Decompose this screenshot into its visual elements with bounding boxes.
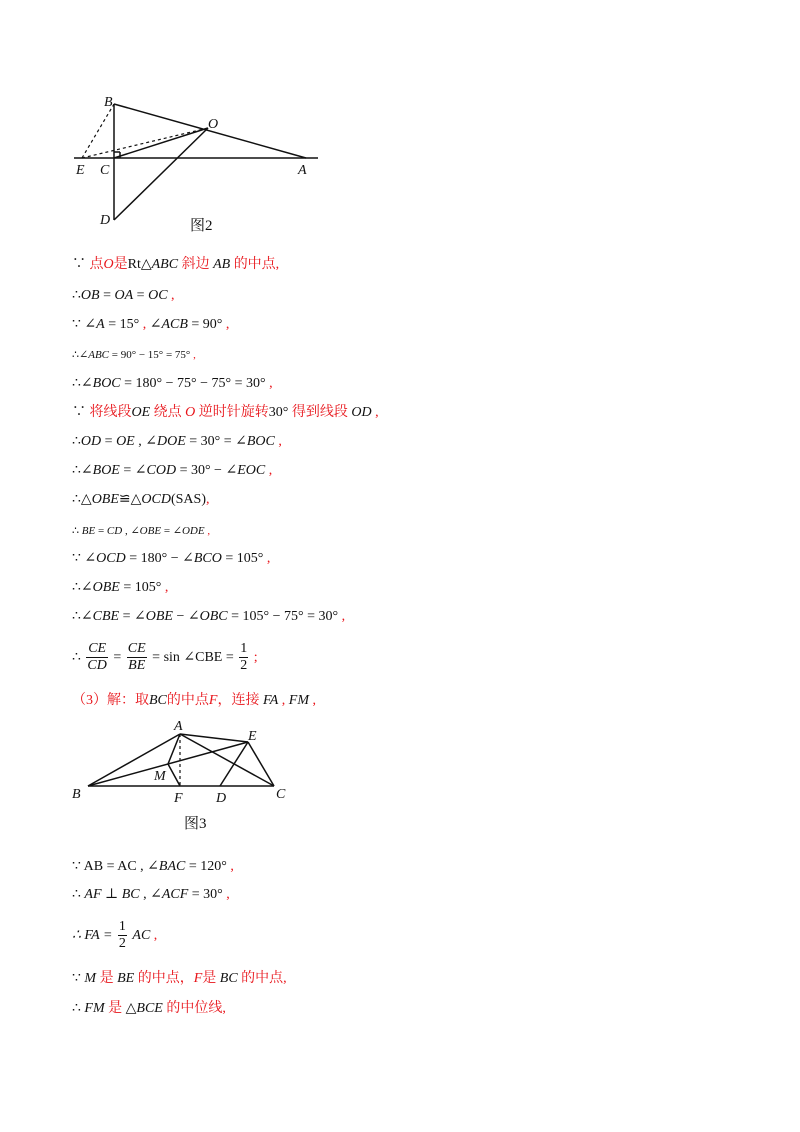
text-run: ∵ <box>72 257 90 272</box>
text-run: = 120° <box>185 859 231 874</box>
text-run: FA <box>262 693 279 708</box>
text-run: CD <box>106 525 123 537</box>
text-run: OA <box>114 288 134 303</box>
fraction-ce-be <box>127 641 147 674</box>
text-run: ODE <box>181 525 205 537</box>
text-run: , <box>205 492 210 507</box>
text-run: OB <box>80 288 100 303</box>
text-run: ∴ <box>72 434 81 449</box>
proof-line-10 <box>72 522 210 540</box>
proof-line-6 <box>72 404 379 422</box>
proof-line-5 <box>72 375 273 393</box>
text-run: , ∠ <box>122 525 140 537</box>
fraction-eq: = <box>113 650 122 665</box>
text-run: OE <box>131 405 151 420</box>
fa-fraction-num: 1 <box>118 919 126 935</box>
text-run: OCD <box>141 492 171 507</box>
text-run: ∵ ∠ <box>72 551 97 566</box>
text-run: BOC <box>246 434 275 449</box>
text-run: (SAS) <box>170 492 206 507</box>
figure-3-caption: 图3 <box>184 816 207 832</box>
label-B: B <box>104 95 113 110</box>
label-O: O <box>208 117 219 132</box>
text-run: BCO <box>193 551 222 566</box>
proof-line-fraction <box>72 638 258 678</box>
text-run: ∵ <box>72 405 90 420</box>
label-E: E <box>248 729 257 744</box>
proof-line-12 <box>72 579 168 597</box>
text-run: BOC <box>92 376 121 391</box>
dashed-EB <box>82 104 114 158</box>
label-E: E <box>76 163 85 178</box>
text-run: , <box>193 349 196 361</box>
text-run: OBE <box>145 609 173 624</box>
label-A: A <box>174 719 183 734</box>
segment-AE <box>180 734 248 742</box>
text-run: OBE <box>139 525 162 537</box>
text-run: , <box>269 376 273 391</box>
text-run: 是 <box>202 971 220 986</box>
text-run: CBE <box>92 609 120 624</box>
proof-line-20 <box>72 1000 226 1018</box>
text-run: BOE <box>92 463 120 478</box>
text-run: ACB <box>161 317 188 332</box>
label-B: B <box>72 787 81 802</box>
text-run: = ∠ <box>119 609 146 624</box>
text-run: COD <box>146 463 177 478</box>
text-run: ，连接 <box>217 693 263 708</box>
fraction-1-den: CD <box>87 658 107 674</box>
text-run: ≌△ <box>118 492 142 507</box>
text-run: ∴∠ <box>72 609 93 624</box>
text-run: = <box>133 288 149 303</box>
text-run: DOE <box>156 434 186 449</box>
text-run: = 30° <box>188 887 227 902</box>
figure-3 <box>70 718 300 808</box>
text-run: OD <box>351 405 372 420</box>
proof-line-16 <box>72 858 234 876</box>
text-run: ∵ ∠ <box>72 317 97 332</box>
text-run: = 90° <box>187 317 226 332</box>
text-run: ∴ <box>72 288 81 303</box>
text-run: = 180° − 75° − 75° = 30° <box>120 376 270 391</box>
text-run: 点 <box>89 257 104 272</box>
text-run: , <box>230 859 234 874</box>
text-run: = 105° − 75° = 30° <box>227 609 342 624</box>
text-run: , <box>164 580 169 595</box>
text-run: , <box>341 609 346 624</box>
proof-line-9 <box>72 491 209 509</box>
fa-after: AC <box>132 928 151 943</box>
text-run: ∴∠ <box>72 580 93 595</box>
text-run: BCE <box>136 1001 163 1016</box>
text-run: = 90° − 15° = 75° <box>109 349 194 361</box>
fa-lead: ∴ FA = <box>72 928 113 943</box>
text-run: 得到线段 <box>288 405 352 420</box>
figure-3-diagram <box>70 718 300 808</box>
text-run: , ∠ <box>134 434 157 449</box>
text-run: ∴ <box>72 1001 85 1016</box>
text-run: ACF <box>161 887 189 902</box>
text-run: = ∠ <box>161 525 182 537</box>
text-run: 的中位线, <box>162 1001 226 1016</box>
text-run: , <box>371 405 379 420</box>
proof-line-fa <box>72 916 157 956</box>
text-run: 是 <box>104 1001 126 1016</box>
text-run: BAC <box>158 859 186 874</box>
text-run: 斜边 <box>178 257 214 272</box>
text-run: OBC <box>199 609 228 624</box>
text-run: △ <box>125 1001 137 1016</box>
text-run: , <box>225 317 230 332</box>
text-run: , <box>274 434 282 449</box>
text-run: OD <box>80 434 102 449</box>
text-run: , <box>265 463 273 478</box>
label-D: D <box>100 213 111 228</box>
fraction-1-num: CE <box>88 641 107 657</box>
text-run: ∵ <box>72 971 85 986</box>
proof-line-11 <box>72 550 270 568</box>
text-run: , <box>204 525 211 537</box>
text-run: ABC <box>151 257 179 272</box>
text-run: 是 <box>113 257 128 272</box>
text-run: = 30° = ∠ <box>185 434 247 449</box>
text-run: ∴△ <box>72 492 92 507</box>
text-run: Rt△ <box>127 257 152 272</box>
text-run: = 105° <box>221 551 267 566</box>
text-run: OE <box>116 434 135 449</box>
text-run: FM <box>288 693 309 708</box>
text-run: A <box>96 317 105 332</box>
text-run: ∠ <box>146 317 162 332</box>
text-run: OBE <box>92 580 120 595</box>
fraction-tail: ; <box>253 650 258 665</box>
text-run: F <box>193 971 203 986</box>
text-run: BC <box>219 971 238 986</box>
text-run: F <box>208 693 218 708</box>
segment-MF <box>168 764 180 786</box>
label-C: C <box>276 787 286 802</box>
text-run: , ∠ <box>139 887 162 902</box>
text-run: 是 <box>96 971 118 986</box>
fraction-lead: ∴ <box>72 650 81 665</box>
segment-AC <box>180 734 274 786</box>
text-run: = <box>101 434 117 449</box>
text-run: （3）解：取 <box>72 693 149 708</box>
text-run: = 180° − ∠ <box>125 551 194 566</box>
proof-line-4 <box>72 346 196 364</box>
dashed-EO <box>82 128 208 158</box>
proof-line-19 <box>72 970 287 988</box>
text-run: EOC <box>237 463 266 478</box>
text-run: BC <box>121 887 140 902</box>
text-run: , <box>266 551 271 566</box>
text-run: ∴∠ <box>72 463 93 478</box>
text-run: ∴∠ <box>72 376 93 391</box>
text-run: M <box>84 971 97 986</box>
text-run: AB <box>213 257 231 272</box>
text-run: ABC <box>88 349 109 361</box>
label-F: F <box>174 791 183 806</box>
label-D: D <box>216 791 227 806</box>
segment-DO <box>114 128 208 220</box>
label-M: M <box>154 769 166 784</box>
text-run: = 105° <box>119 580 165 595</box>
text-run: 的中点 <box>166 693 209 708</box>
text-run: = 15° <box>104 317 143 332</box>
text-run: ∴ <box>72 525 82 537</box>
text-run: 的中点， <box>134 971 194 986</box>
text-run: = ∠ <box>119 463 147 478</box>
text-run: 绕点 <box>150 405 186 420</box>
text-run: BE <box>81 525 96 537</box>
proof-line-8 <box>72 462 272 480</box>
text-run: 将线段 <box>89 405 132 420</box>
text-run: 的中点, <box>237 971 287 986</box>
text-run: BE <box>117 971 135 986</box>
proof-line-3 <box>72 316 229 334</box>
text-run: = <box>99 288 115 303</box>
text-run: FM <box>84 1001 105 1016</box>
text-run: O <box>103 257 114 272</box>
proof-line-2 <box>72 287 175 305</box>
fraction-ce-cd <box>86 641 107 674</box>
text-run: ⊥ <box>101 887 122 902</box>
text-run: BC <box>149 693 167 708</box>
segment-BA <box>88 734 180 786</box>
proof-line-13 <box>72 608 345 626</box>
figure-2-caption: 图2 <box>190 218 213 234</box>
text-run: OC <box>148 288 168 303</box>
text-run: ∴ <box>72 887 85 902</box>
text-run: 的中点, <box>230 257 280 272</box>
fraction-one-half <box>239 641 248 674</box>
text-run: , <box>167 288 175 303</box>
text-run: ∴∠ <box>72 349 89 361</box>
text-run: 30° <box>268 405 289 420</box>
fraction-3-den: 2 <box>240 658 248 674</box>
fraction-2-den: BE <box>128 658 146 674</box>
text-run: , <box>142 317 147 332</box>
fa-tail: , <box>153 928 158 943</box>
segment-CO <box>114 128 208 158</box>
fraction-2-num: CE <box>127 641 146 657</box>
text-run: , <box>226 887 230 902</box>
fa-fraction-den: 2 <box>118 936 126 952</box>
text-run: , <box>278 693 289 708</box>
text-run: 逆时针旋转 <box>195 405 269 420</box>
text-run: = <box>95 525 107 537</box>
text-run: O <box>185 405 196 420</box>
fa-fraction <box>118 919 127 952</box>
text-run: , <box>308 693 316 708</box>
text-run: ∵ AB = AC , ∠ <box>72 859 159 874</box>
section-3-heading <box>72 692 316 710</box>
segment-AM <box>168 734 180 764</box>
fraction-mid: = sin ∠CBE = <box>152 650 234 665</box>
text-run: = 30° − ∠ <box>176 463 238 478</box>
label-A: A <box>298 163 307 178</box>
text-run: OBE <box>91 492 119 507</box>
proof-line-1 <box>72 256 279 274</box>
label-C: C <box>100 163 110 178</box>
fraction-3-num: 1 <box>240 641 248 657</box>
proof-line-7 <box>72 433 282 451</box>
text-run: − ∠ <box>172 609 200 624</box>
text-run: AF <box>84 887 102 902</box>
text-run: OCD <box>96 551 126 566</box>
proof-line-17 <box>72 886 230 904</box>
